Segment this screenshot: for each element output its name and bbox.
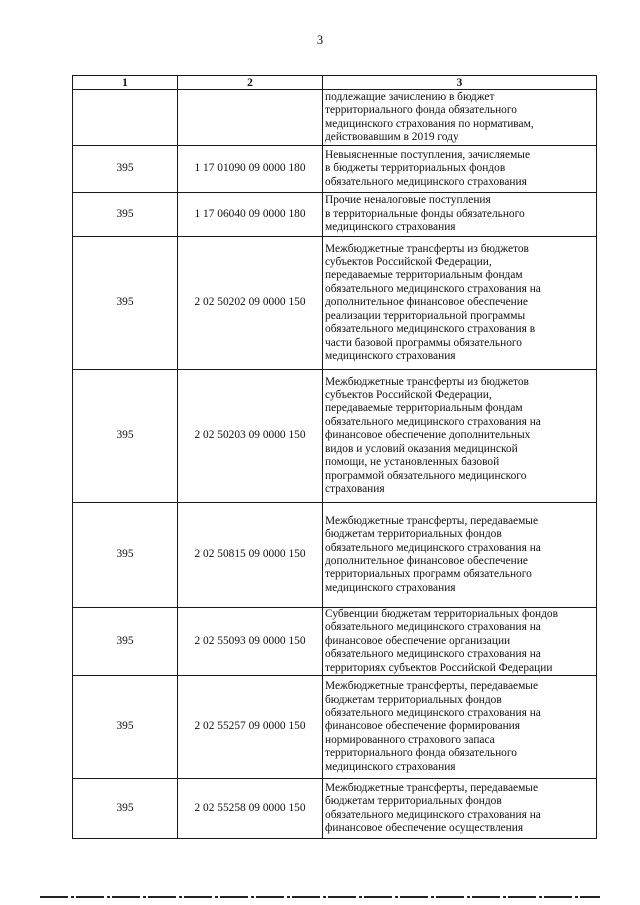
revenue-name-cell: Межбюджетные трансферты из бюджетов субъектов Российской Федерации, передаваемые территориальным фондам обязательного медицинского страхования на дополнительное финансовое обеспечение реализации территориальной программы обязательного медицинского страхования в части базовой программы обязательного медицинского страхования [323, 237, 597, 370]
table-row [73, 90, 597, 146]
admin-code-cell: 395 [73, 503, 178, 608]
page-number: 3 [316, 33, 324, 47]
table-row [73, 608, 597, 676]
admin-code-cell [73, 90, 178, 146]
budget-code-cell: 2 02 55093 09 0000 150 [178, 608, 323, 676]
budget-code-cell: 2 02 50815 09 0000 150 [178, 503, 323, 608]
revenue-name-cell: Межбюджетные трансферты, передаваемые бюджетам территориальных фондов обязательного медицинского страхования на финансовое обеспечение осуществления [323, 779, 597, 839]
table-row [73, 676, 597, 779]
budget-code-cell: 1 17 01090 09 0000 180 [178, 146, 323, 193]
budget-code-cell [178, 90, 323, 146]
revenue-name-cell: Межбюджетные трансферты, передаваемые бюджетам территориальных фондов обязательного медицинского страхования на дополнительное финансовое обеспечение территориальных программ обязательного медицинского страхования [323, 503, 597, 608]
admin-code-cell: 395 [73, 370, 178, 503]
column-header-code: 2 [178, 76, 323, 90]
footer-divider [40, 896, 600, 898]
admin-code-cell: 395 [73, 676, 178, 779]
table-row [73, 193, 597, 237]
admin-code-cell: 395 [73, 193, 178, 237]
table-header-row [73, 76, 597, 90]
budget-code-cell: 2 02 50202 09 0000 150 [178, 237, 323, 370]
revenue-name-cell: Межбюджетные трансферты, передаваемые бюджетам территориальных фондов обязательного медицинского страхования на финансовое обеспечение формирования нормированного страхового запаса территориального фонда обязательного медицинского страхования [323, 676, 597, 779]
table-row [73, 370, 597, 503]
budget-code-cell: 2 02 55257 09 0000 150 [178, 676, 323, 779]
budget-code-cell: 1 17 06040 09 0000 180 [178, 193, 323, 237]
table-row [73, 779, 597, 839]
revenue-name-cell: Субвенции бюджетам территориальных фондов обязательного медицинского страхования на финансовое обеспечение организации обязательного медицинского страхования на территориях субъектов Российской Федерации [323, 608, 597, 676]
table-row [73, 503, 597, 608]
budget-code-cell: 2 02 55258 09 0000 150 [178, 779, 323, 839]
table-row [73, 146, 597, 193]
column-header-name: 3 [323, 76, 597, 90]
revenue-name-cell: подлежащие зачислению в бюджет территориального фонда обязательного медицинского страхования по нормативам, действовавшим в 2019 году [323, 90, 597, 146]
revenue-name-cell: Невыясненные поступления, зачисляемые в бюджеты территориальных фондов обязательного медицинского страхования [323, 146, 597, 193]
admin-code-cell: 395 [73, 146, 178, 193]
admin-code-cell: 395 [73, 237, 178, 370]
table-row [73, 237, 597, 370]
admin-code-cell: 395 [73, 608, 178, 676]
admin-code-cell: 395 [73, 779, 178, 839]
budget-code-cell: 2 02 50203 09 0000 150 [178, 370, 323, 503]
revenue-name-cell: Межбюджетные трансферты из бюджетов субъектов Российской Федерации, передаваемые территориальным фондам обязательного медицинского страхования на финансовое обеспечение дополнительных видов и условий оказания медицинской помощи, не установленных базовой программой обязательного медицинского страхования [323, 370, 597, 503]
column-header-admin: 1 [73, 76, 178, 90]
revenue-name-cell: Прочие неналоговые поступления в территориальные фонды обязательного медицинского страхования [323, 193, 597, 237]
budget-classification-table [72, 75, 597, 839]
